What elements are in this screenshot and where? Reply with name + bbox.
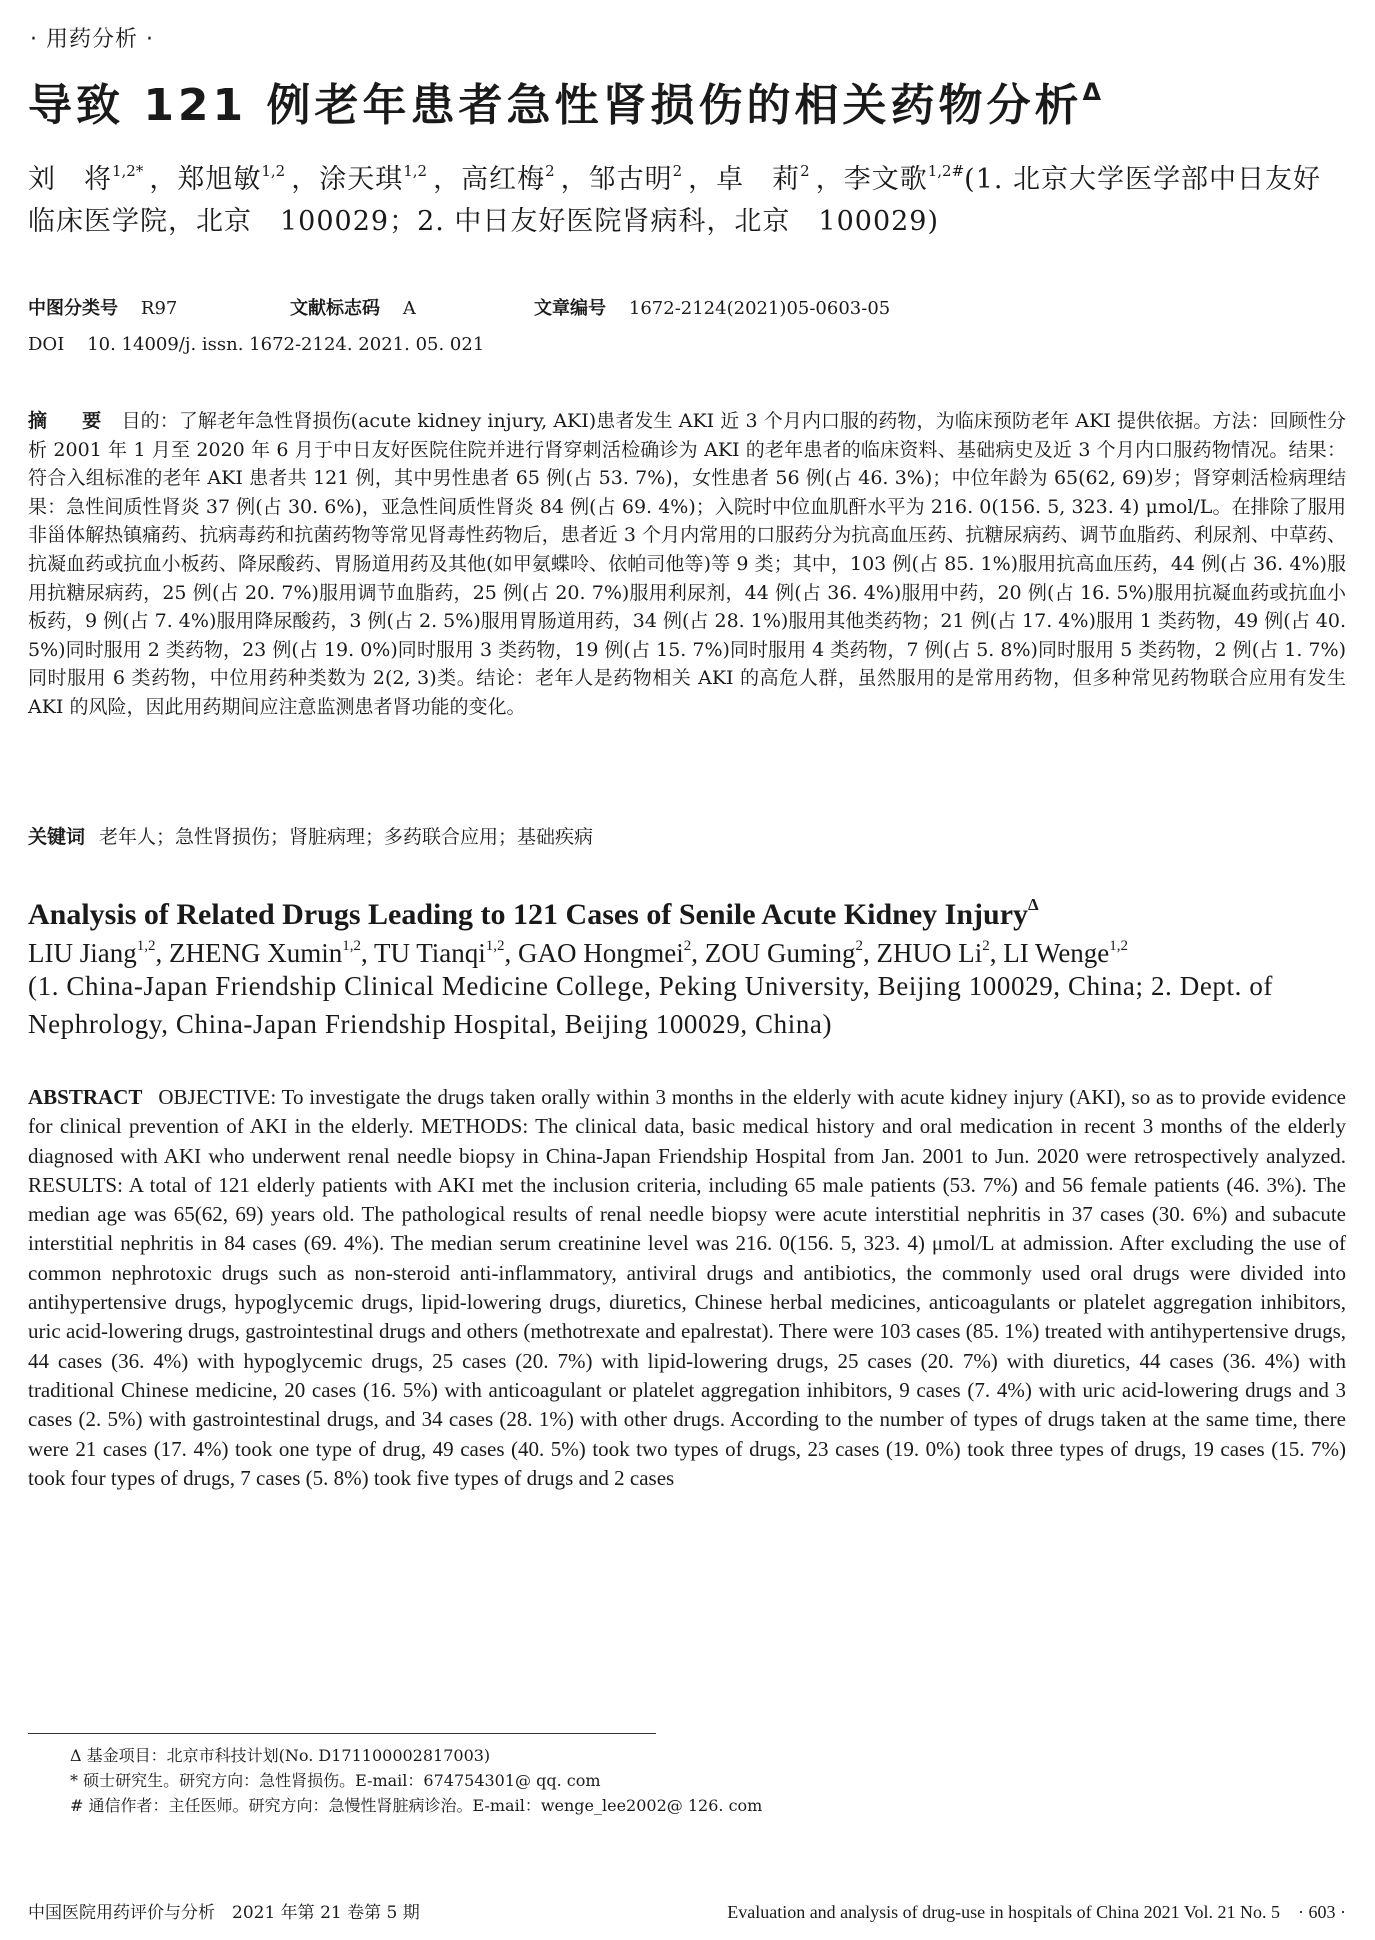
doi-row [28, 334, 1348, 355]
page-footer [28, 1898, 1346, 1922]
english-author-affiliation-mark: 2 [855, 938, 864, 954]
english-abstract [28, 1083, 1346, 1493]
chinese-abstract-label: 摘 要 [28, 410, 110, 432]
doi-value: 10. 14009/j. issn. 1672-2124. 2021. 05. 021 [87, 334, 485, 355]
footer-journal-english: Evaluation and analysis of drug-use in hospitals of China 2021 Vol. 21 No. 5 · 603 · [727, 1902, 1346, 1922]
chinese-keywords-label: 关键词 [28, 826, 86, 848]
doc-code-label: 文献标志码 [290, 298, 380, 319]
english-author-name: ZHENG Xumin [168, 938, 343, 968]
english-author-name: ZOU Guming [704, 938, 856, 968]
author-affiliation-mark: 1,2* [112, 162, 144, 180]
article-title-text: 导致 121 例老年患者急性肾损伤的相关药物分析 [28, 80, 1083, 131]
doi-label: DOI [28, 334, 65, 355]
author-name: 郑旭敏 [177, 164, 262, 195]
author-affiliation-mark: 2 [545, 162, 555, 180]
clc-label: 中图分类号 [28, 298, 118, 319]
author-name: 高红梅 [461, 164, 546, 195]
author-affiliation-mark: 1,2 [261, 162, 286, 180]
chinese-abstract [28, 407, 1346, 722]
author-affiliation-mark: 2 [672, 162, 683, 180]
english-title-text: Analysis of Related Drugs Leading to 121 Cases of Senile Acute Kidney Injury [28, 898, 1029, 931]
english-affiliations: (1. China-Japan Friendship Clinical Medicine College, Peking University, Beijing 100029, China; 2. Dept. of Nephrology, China-Japan Friendship Hospital, Beijing 100029, China) [28, 971, 1274, 1039]
article-number-value: 1672-2124(2021)05-0603-05 [628, 298, 891, 319]
classification-row [28, 294, 1348, 320]
author-affiliation-mark: 1,2# [927, 162, 965, 180]
english-author-affiliation-mark: 1,2 [342, 938, 361, 954]
footnote-first-author: * 硕士研究生。研究方向：急性肾损伤。E-mail：674754301@ qq. com [70, 1771, 601, 1790]
chinese-abstract-text: 目的：了解老年急性肾损伤(acute kidney injury, AKI)患者发生 AKI 近 3 个月内口服的药物，为临床预防老年 AKI 提供依据。方法：回顾性分析 2001 年 1 月至 2020 年 6 月于中日友好医院住院并进行肾穿刺活检确诊为 AKI 的老年患者的临床资料、基础病史及近 3 个月内口服药物情况。结果：符合入组标准的老年 AKI 患者共 121 例，其中男性患者 65 例(占 53. 7%)，女性患者 56 例(占 46. 3%)；中位年龄为 65(62, 69)岁；肾穿刺活检病理结果：急性间质性肾炎 37 例(占 30. 6%)，亚急性间质性肾炎 84 例(占 69. 4%)；入院时中位血肌酐水平为 216. 0(156. 5, 323. 4) μmol/L。在排除了服用非甾体解热镇痛药、抗病毒药和抗菌药物等常见肾毒性药物后，患者近 3 个月内常用的口服药分为抗高血压药、抗糖尿病药、调节血脂药、利尿剂、中草药、抗凝血药或抗血小板药、降尿酸药、胃肠道用药及其他(如甲氨蝶呤、依帕司他等)等 9 类；其中，103 例(占 85. 1%)服用抗高血压药，44 例(占 36. 4%)服用抗糖尿病药，25 例(占 20. 7%)服用调节血脂药，25 例(占 20. 7%)服用利尿剂，44 例(占 36. 4%)服用中药，20 例(占 16. 5%)服用抗凝血药或抗血小板药，9 例(占 7. 4%)服用降尿酸药，3 例(占 2. 5%)服用胃肠道用药，34 例(占 28. 1%)服用其他类药物；21 例(占 17. 4%)服用 1 类药物，49 例(占 40. 5%)同时服用 2 类药物，23 例(占 19. 0%)同时服用 3 类药物，19 例(占 15. 7%)同时服用 4 类药物，7 例(占 5. 8%)同时服用 5 类药物，2 例(占 1. 7%)同时服用 6 类药物，中位用药种类数为 2(2, 3)类。结论：老年人是药物相关 AKI 的高危人群，虽然服用的是常用药物，但多种常见药物联合应用有发生 AKI 的风险，因此用药期间应注意监测患者肾功能的变化。 [28, 410, 1346, 718]
column-tag: · 用药分析 · [30, 27, 154, 52]
english-author-block: LIU Jiang$^{1,2}$, ZHENG Xumin$^{1,2}$, TU Tianqi$^{1,2}$, GAO Hongmei$^2$, ZOU Guming$^2$, ZHUO Li$^2$, LI Wenge$^{1,2}$ [28, 938, 1129, 968]
footnote-divider [28, 1733, 656, 1734]
footnote-corresponding-author: # 通信作者：主任医师。研究方向：急慢性肾脏病诊治。E-mail：wenge_lee2002@ 126. com [70, 1796, 763, 1815]
author-name: 邹古明 [588, 164, 673, 195]
author-name: 卓 莉 [716, 164, 801, 195]
english-author-affiliation-mark: 2 [683, 938, 692, 954]
footnotes [70, 1743, 1270, 1818]
english-author-name: ZHUO Li [876, 938, 983, 968]
chinese-keywords-text: 老年人；急性肾损伤；肾脏病理；多药联合应用；基础疾病 [99, 826, 594, 848]
english-abstract-label: ABSTRACT [28, 1085, 143, 1109]
footnote-fund: Δ 基金项目：北京市科技计划(No. D171100002817003) [70, 1746, 491, 1765]
author-name: 涂天琪 [319, 164, 404, 195]
english-author-affiliation-mark: 1,2 [485, 938, 505, 954]
footer-journal-chinese: 中国医院用药评价与分析 2021 年第 21 卷第 5 期 [28, 1903, 420, 1923]
english-author-affiliation-mark: 2 [982, 938, 990, 954]
english-author-name: LIU Jiang [28, 938, 137, 968]
english-abstract-text: OBJECTIVE: To investigate the drugs taken orally within 3 months in the elderly with acute kidney injury (AKI), so as to provide evidence for clinical prevention of AKI in the elderly. METHODS: The clinical data, basic medical history and oral medication in recent 3 months of the elderly diagnosed with AKI who underwent renal needle biopsy in China-Japan Friendship Hospital from Jan. 2001 to Jun. 2020 were retrospectively analyzed. RESULTS: A total of 121 elderly patients with AKI met the inclusion criteria, including 65 male patients (53. 7%) and 56 female patients (46. 3%). The median age was 65(62, 69) years old. The pathological results of renal needle biopsy were acute interstitial nephritis in 37 cases (30. 6%) and subacute interstitial nephritis in 84 cases (69. 4%). The median serum creatinine level was 216. 0(156. 5, 323. 4) μmol/L at admission. After excluding the use of common nephrotoxic drugs such as non-steroid anti-inflammatory, antiviral drugs and antibiotics, the commonly used oral drugs were divided into antihypertensive drugs, hypoglycemic drugs, lipid-lowering drugs, diuretics, Chinese herbal medicines, anticoagulants or platelet aggregation inhibitors, uric acid-lowering drugs, gastrointestinal drugs and others (methotrexate and epalrestat). There were 103 cases (85. 1%) treated with antihypertensive drugs, 44 cases (36. 4%) with hypoglycemic drugs, 25 cases (20. 7%) with lipid-lowering drugs, 25 cases (20. 7%) with diuretics, 44 cases (36. 4%) with traditional Chinese medicine, 20 cases (16. 5%) with anticoagulant or platelet aggregation inhibitors, 9 cases (7. 4%) with uric acid-lowering drugs and 3 cases (2. 5%) with gastrointestinal drugs, and 34 cases (28. 1%) with other drugs. According to the number of types of drugs taken at the same time, there were 21 cases (17. 4%) took one type of drug, 49 cases (40. 5%) took two types of drugs, 23 cases (19. 0%) took three types of drugs, 19 cases (15. 7%) took four types of drugs, 7 cases (5. 8%) took five types of drugs and 2 cases [28, 1085, 1346, 1490]
title-fund-mark: Δ [1082, 78, 1102, 106]
chinese-keywords [28, 823, 1346, 851]
english-author-name: TU Tianqi [373, 938, 486, 968]
english-author-affiliation-mark: 1,2 [136, 938, 156, 954]
english-author-name: GAO Hongmei [518, 938, 684, 968]
article-number-label: 文章编号 [534, 298, 606, 319]
clc-value: R97 [140, 298, 178, 319]
author-name: 李文歌 [843, 164, 928, 195]
english-title-fund-mark: Δ [1028, 895, 1039, 914]
author-affiliation-mark: 2 [800, 162, 810, 180]
doc-code-value: A [402, 298, 416, 319]
author-name: 刘 将 [28, 164, 112, 195]
article-title [28, 62, 1348, 136]
author-block: 刘 将$^{1,2*}$ ，郑旭敏$^{1,2}$ ，涂天琪$^{1,2}$ ，高红梅$^2$ ，邹古明$^2$ ，卓 莉$^2$ ，李文歌$^{1,2\#}$(1. 北京大学医学部中日友好临床医学院，北京 100029；2. 中日友好医院肾病科，北京 100029) [28, 162, 1322, 237]
english-author-affiliation-mark: 1,2 [1109, 938, 1129, 954]
author-affiliation-mark: 1,2 [403, 162, 428, 180]
affiliations: (1. 北京大学医学部中日友好临床医学院，北京 100029；2. 中日友好医院肾病科，北京 100029) [28, 164, 1322, 237]
english-author-name: LI Wenge [1003, 938, 1110, 968]
